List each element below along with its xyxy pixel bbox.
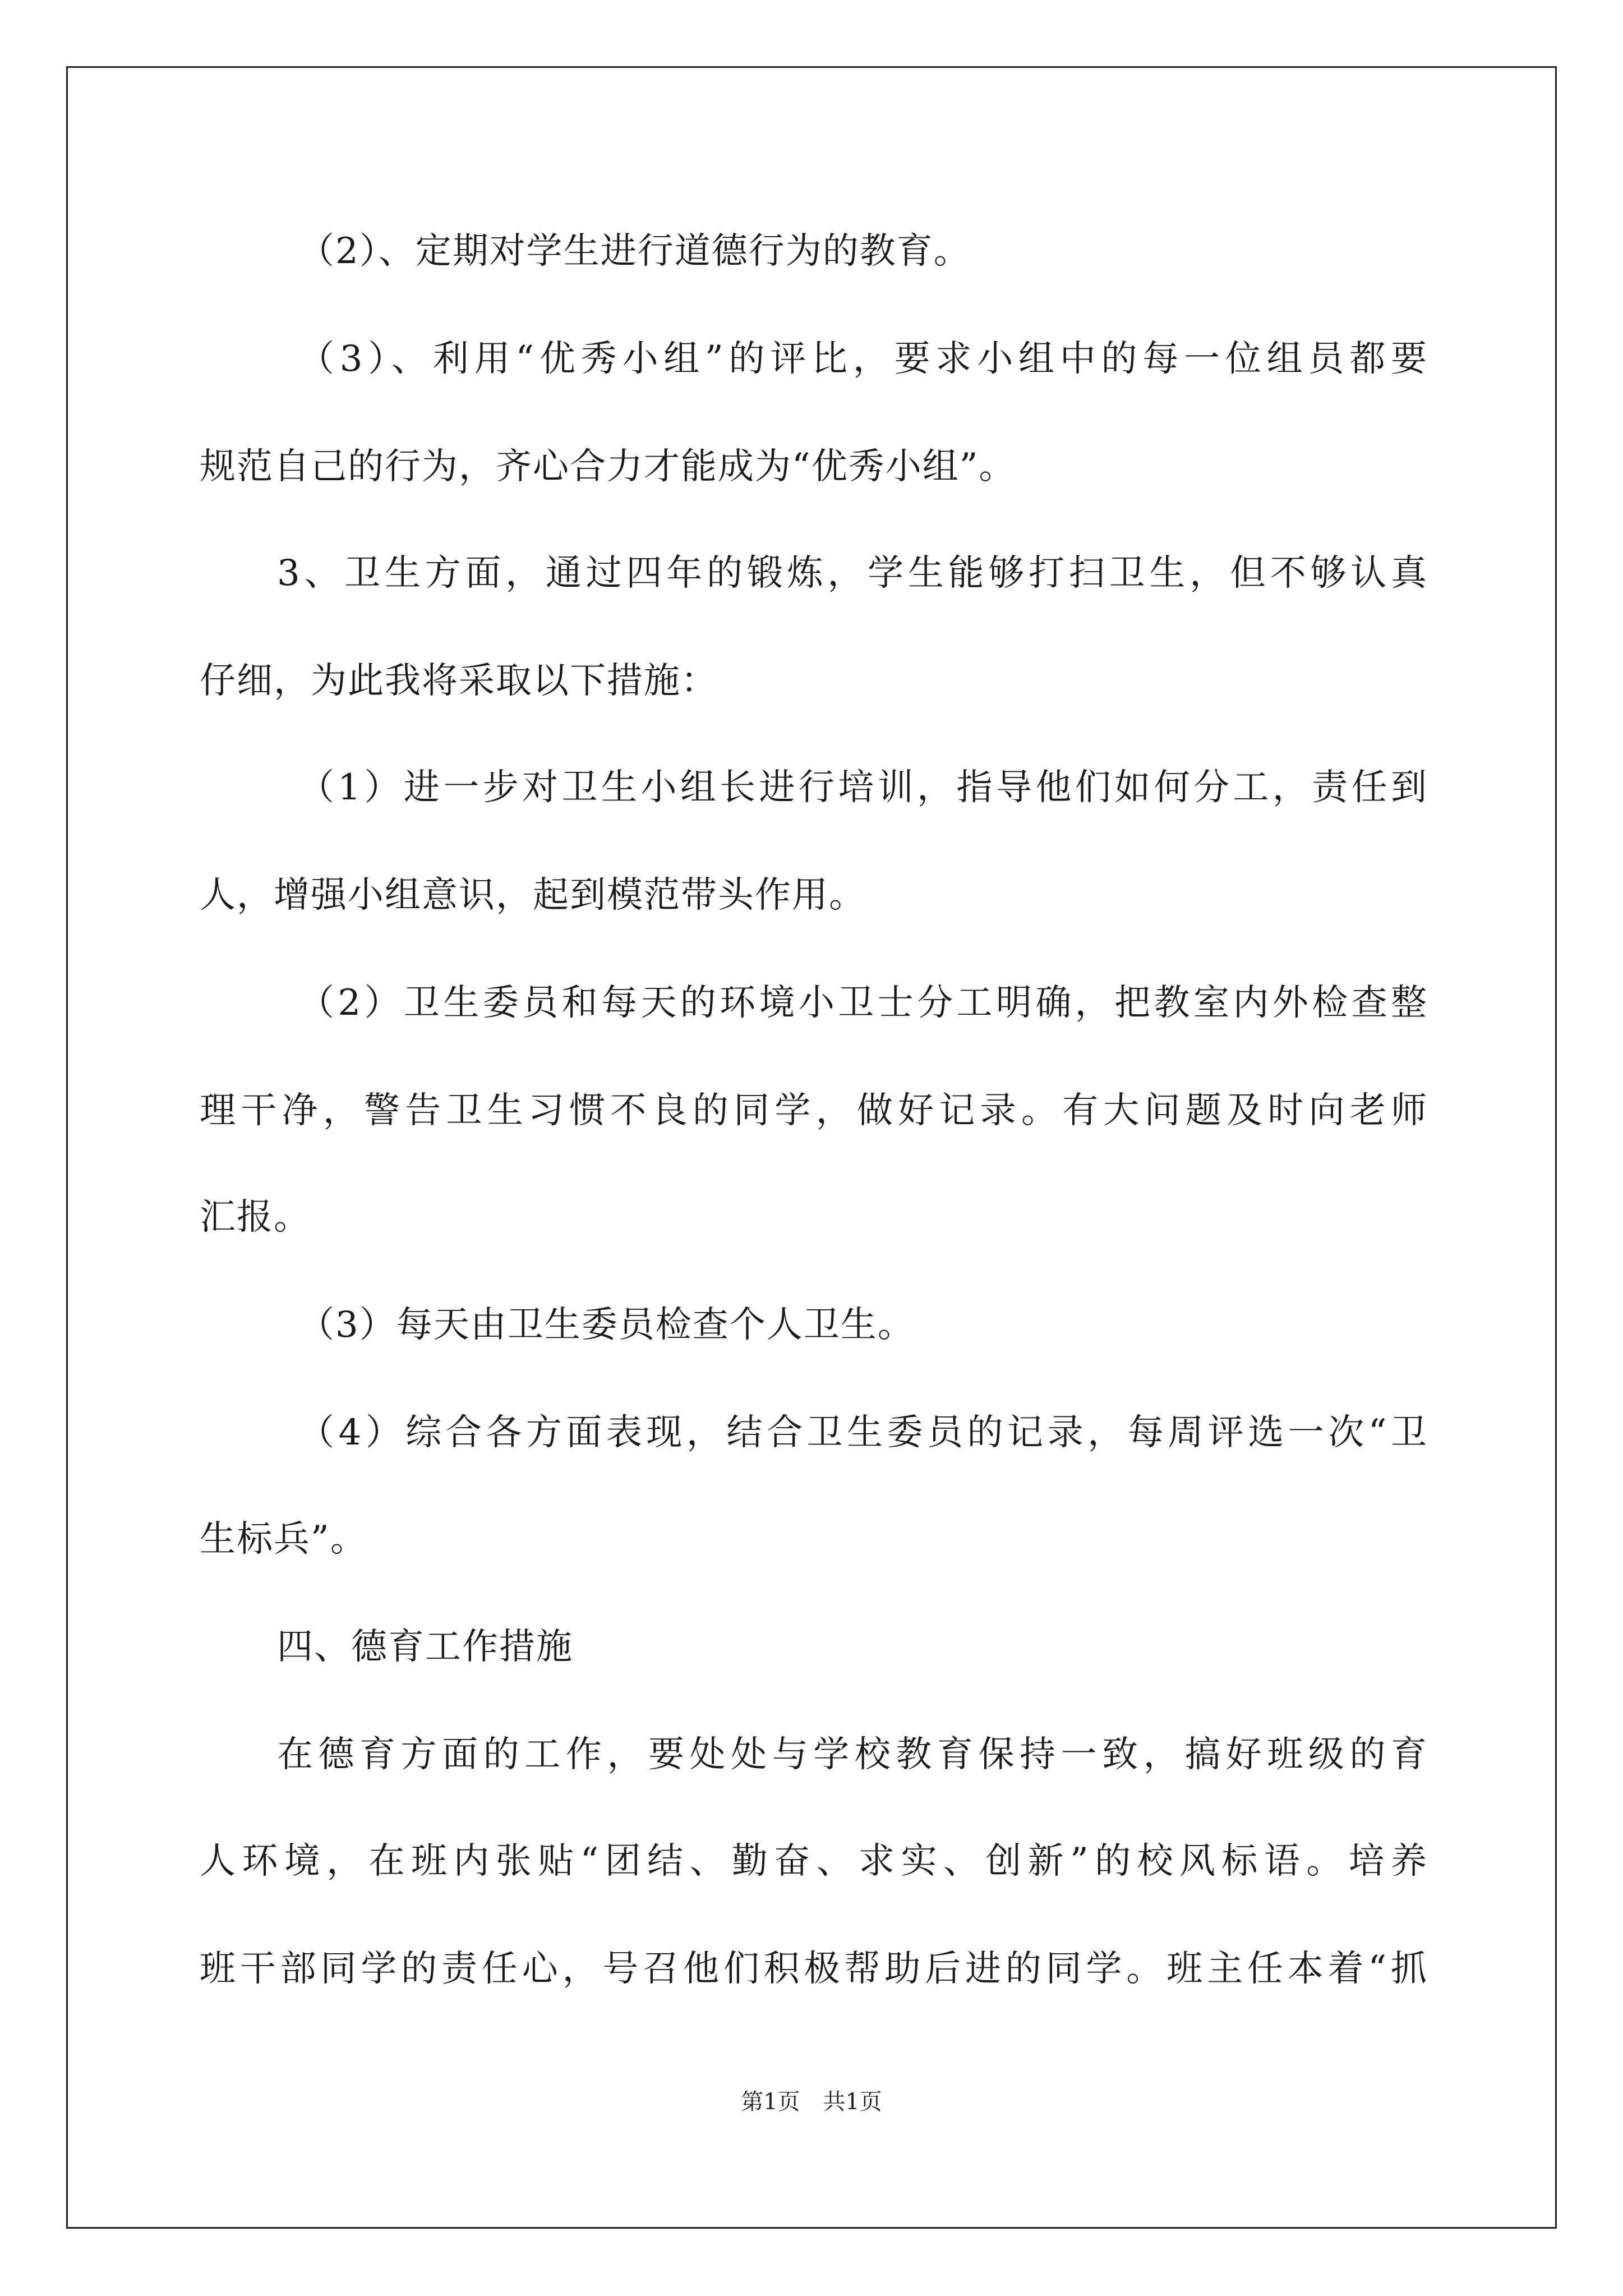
paragraph-line: 人环境，在班内张贴“团结、勤奋、求实、创新”的校风标语。培养 [200, 1841, 1428, 1882]
paragraph-line: （2）卫生委员和每天的环境小卫士分工明确，把教室内外检查整 [298, 982, 1428, 1024]
page-footer [0, 2088, 1623, 2116]
paragraph-line: 班干部同学的责任心，号召他们积极帮助后进的同学。班主任本着“抓 [200, 1948, 1428, 1990]
paragraph-line: 仔细，为此我将采取以下措施： [200, 660, 718, 702]
page-total: 共1页 [823, 2089, 882, 2115]
paragraph-line: 理干净，警告卫生习惯不良的同学，做好记录。有大问题及时向老师 [200, 1090, 1428, 1131]
paragraph-line: （2）、定期对学生进行道德行为的教育。 [298, 231, 971, 272]
paragraph-line: （3）、利用“优秀小组”的评比，要求小组中的每一位组员都要 [298, 338, 1428, 380]
paragraph-line: （1）进一步对卫生小组长进行培训，指导他们如何分工，责任到 [298, 767, 1428, 808]
paragraph-line: 人，增强小组意识，起到模范带头作用。 [200, 875, 866, 916]
page-border [66, 66, 1557, 2229]
paragraph-line: 生标兵”。 [200, 1519, 367, 1560]
section-heading: 四、德育工作措施 [277, 1626, 573, 1668]
paragraph-line: 规范自己的行为，齐心合力才能成为“优秀小组”。 [200, 446, 1016, 487]
paragraph-line: （3）每天由卫生委员检查个人卫生。 [298, 1304, 915, 1346]
paragraph-line: 汇报。 [200, 1197, 311, 1238]
paragraph-line: 3、卫生方面，通过四年的锻炼，学生能够打扫卫生，但不够认真 [277, 553, 1428, 594]
paragraph-line: （4）综合各方面表现，结合卫生委员的记录，每周评选一次“卫 [298, 1412, 1428, 1453]
page-number: 第1页 [741, 2089, 800, 2115]
paragraph-line: 在德育方面的工作，要处处与学校教育保持一致，搞好班级的育 [277, 1734, 1428, 1775]
